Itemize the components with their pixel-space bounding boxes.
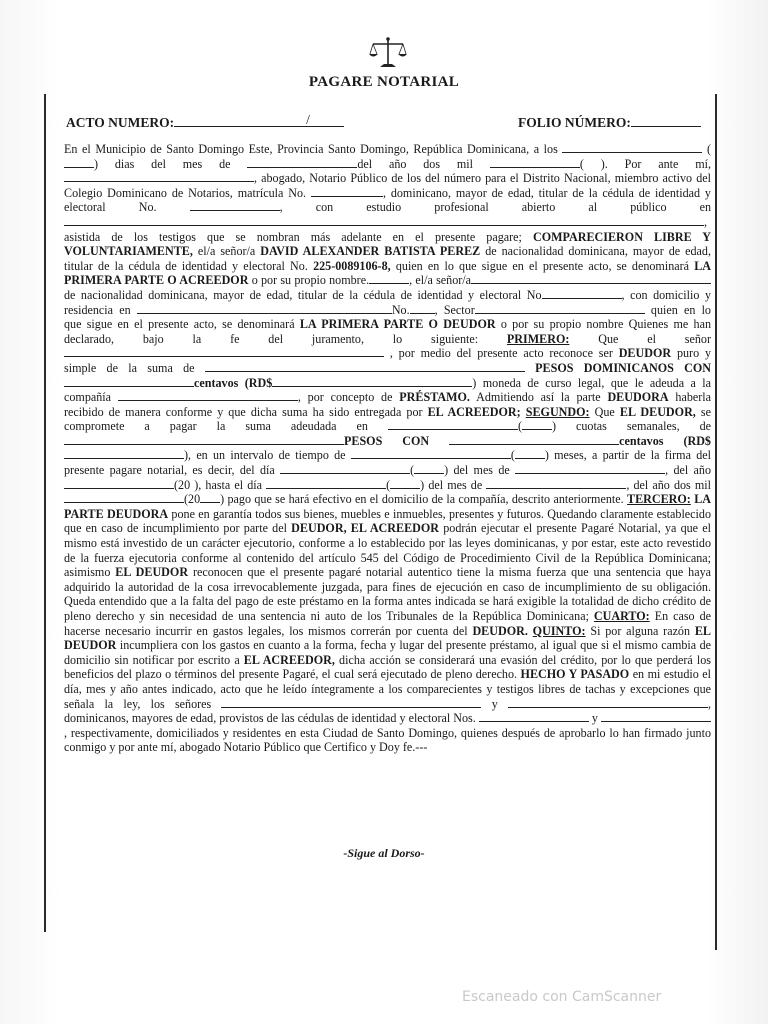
bold-text: HECHO Y PASADO	[520, 667, 630, 682]
blank	[515, 463, 665, 474]
text-run: , por concepto de	[297, 390, 393, 405]
bold-text: PESOS DOMINICANOS CON	[535, 360, 711, 375]
text-run: podrán ejecutar el presente Pagaré Notarial, ya que el mismo está investido de un carácter ejecutorio, conforme a lo establecido por las leyes dominicanas, y por estar, este acto revestido de la fuerza ejecutoria conforme al contenido del artículo 545 del Código de Procedimiento Civil de la República Dominicana; asimismo	[64, 521, 711, 580]
blank	[64, 346, 384, 357]
text-run: (	[510, 448, 515, 463]
clause-cuarto: CUARTO:	[593, 609, 650, 623]
folio-label: FOLIO NÚMERO:	[518, 115, 631, 130]
blank	[64, 215, 704, 226]
text-run: ), hasta el día	[194, 477, 263, 492]
text-run: Admitiendo así la parte	[476, 390, 601, 405]
blank	[64, 492, 184, 503]
text-run: Si por alguna razón	[590, 623, 691, 638]
text-run: ). Por ante mí,	[600, 156, 712, 171]
bold-text: EL DEUDOR	[64, 623, 711, 653]
left-margin-rule	[44, 94, 46, 932]
bold-text: EL DEUDOR,	[619, 404, 696, 419]
text-run: o por su propio nombre Quienes me han declarado, bajo la fe del juramento, lo siguiente:	[64, 317, 711, 346]
text-run: , dominicanos, mayores de edad, provistos de las cédulas de identidad y electoral Nos.	[64, 696, 712, 726]
bold-text: LA PARTE DEUDORA	[64, 492, 712, 521]
scales-of-justice-icon	[368, 36, 408, 70]
text-run: , el/a señor/a	[409, 273, 471, 288]
text-run: quien en lo que sigue en el presente acto, se denominará	[395, 258, 690, 273]
cedula-number: 225-0089106-8,	[313, 258, 391, 273]
text-run: , del año	[665, 463, 711, 478]
text-run: ) pago que se hará efectivo en el domicilio de la compañía, descrito anteriormente.	[220, 492, 624, 507]
bold-text: (RD$	[683, 433, 711, 448]
blank	[369, 273, 409, 284]
text-run: Que	[594, 404, 615, 419]
blank	[137, 303, 392, 314]
bold-text: EL ACREEDOR,	[243, 652, 335, 667]
text-run: En el Municipio de Santo Domingo Este, Provincia Santo Domingo, República Dominicana, a los	[64, 142, 558, 156]
text-run: , por medio del presente acto reconoce ser	[389, 346, 613, 361]
folio-number-blank	[631, 114, 701, 127]
clause-tercero: TERCERO:	[627, 492, 691, 507]
blank	[479, 711, 589, 722]
text-run: (	[386, 477, 391, 492]
text-run: (20	[174, 477, 191, 492]
text-run: ) del mes de	[420, 477, 483, 492]
text-run: ) dias del mes de	[94, 156, 231, 171]
bold-text: centavos	[619, 433, 664, 448]
text-run: ) cuotas semanales, de	[551, 419, 711, 434]
text-run: ) del mes de	[444, 463, 510, 478]
blank	[64, 171, 254, 182]
text-run: , con estudio profesional abierto al público en	[279, 200, 712, 215]
document-body	[64, 142, 711, 755]
bold-text: EL DEUDOR	[115, 565, 189, 580]
text-run: asistida de los testigos que se nombran más adelante en el presente pagare;	[64, 229, 522, 244]
text-run: (	[579, 156, 584, 171]
text-run: haberla recibido de manera conforme y que dicha suma ha sido entregada por	[64, 390, 711, 419]
blank	[410, 303, 435, 314]
text-run: de nacionalidad dominicana, mayor de edad, titular de la cédula de identidad y electoral No.	[64, 244, 711, 273]
blank	[562, 142, 702, 153]
body-paragraph: En el Municipio de Santo Domingo Este, Provincia Santo Domingo, República Dominicana, a los () dias del mes de del año dos mil ( ). Por ante mí, , abogado, Notario Público de los del número para el Distrito Nacional, miembro activo del Colegio Dominicano de Notarios, matrícula No. , dominicano, mayor de edad, titular de la cédula de identidad y electoral No. , con estudio profesional abierto al público en , asistida de los testigos que se nombran más adelante en el presente pagare; COMPARECIERON LIBRE Y VOLUNTARIAMENTE, el/a señor/a DAVID ALEXANDER BATISTA PEREZ de nacionalidad dominicana, mayor de edad, titular de la cédula de identidad y electoral No. 225-0089106-8, quien en lo que sigue en el presente acto, se denominará LA PRIMERA PARTE O ACREEDOR o por su propio nombre. , el/a señor/a de nacionalidad dominicana, mayor de edad, titular de la cédula de identidad y electoral No , con domicilio y residencia en No. , Sector quien en lo que sigue en el presente acto, se denominará LA PRIMERA PARTE O DEUDOR o por su propio nombre Quienes me han declarado, bajo la fe del juramento, lo siguiente: PRIMERO: Que el señor , por medio del presente acto reconoce ser DEUDOR puro y simple de la suma de PESOS DOMINICANOS CON centavos (RD$ ) moneda de curso legal, que le adeuda a la compañía , por concepto de PRÉSTAMO. Admitiendo así la parte DEUDORA haberla recibido de manera conforme y que dicha suma ha sido entregada por EL ACREEDOR; SEGUNDO: Que EL DEUDOR, se compromete a pagar la suma adeudada en ( ) cuotas semanales, de PESOS CON centavos (RD$), en un intervalo de tiempo de ( ) meses, a partir de la firma del presente pagare notarial, es decir, del día ( ) del mes de , del año (20 ), hasta el día ( ) del mes de , del año dos mil (20 ) pago que se hará efectivo en el domicilio de la compañía, descrito anteriormente. TERCERO: LA PARTE DEUDORA pone en garantía todos sus bienes, muebles e inmuebles, presentes y futuros. Quedando claramente establecido que en caso de incumplimiento por parte del DEUDOR, EL ACREEDOR podrán ejecutar el presente Pagaré Notarial, ya que el mismo está investido de un carácter ejecutorio, conforme a lo establecido por las leyes dominicanas, y por estar, este acto revestido de la fuerza ejecutoria conforme al contenido del artículo 545 del Código de Procedimiento Civil de la República Dominicana; asimismo EL DEUDOR reconocen que el presente pagaré notarial autentico tiene la misma fuerza que una sentencia que haya adquirido la autoridad de la cosa irrevocablemente juzgada, para fines de ejecución en caso de incumplimiento de su obligación. Queda entendido que a la falta del pago de este préstamo en la forma antes indicada se hará exigible la totalidad de dicho crédito de pleno derecho y sin necesidad de una sentencia ni auto de los Tribunales de la República Dominicana; CUARTO: En caso de hacerse necesario incurrir en gastos legales, los mismos correrán por cuenta del DEUDOR. QUINTO: Si por alguna razón EL DEUDOR incumpliera con los gastos en cuanto a la forma, fecha y lugar del presente préstamo, al igual que si el mismo cambia de domicilio sin notificar por escrito a EL ACREEDOR, dicha acción se considerará una evasión del crédito, por lo que perderá los beneficios del plazo o términos del presente Pagaré, el cual será ejecutado de pleno derecho. HECHO Y PASADO en mi estudio el día, mes y año antes indicado, acto que he leído íntegramente a los comparecientes y testigos libres de tachas y excepciones que señala la ley, los señores y , dominicanos, mayores de edad, provistos de las cédulas de identidad y electoral Nos. y , respectivamente, domiciliados y residentes en esta Ciudad de Santo Domingo, quienes después de aprobarlo lo han firmado junto conmigo y por ante mí, abogado Notario Público que Certifico y Doy fe.---	[64, 142, 712, 755]
text-run: y	[491, 696, 498, 711]
folio-number	[518, 114, 701, 131]
bold-text: centavos (RD$	[194, 375, 273, 390]
text-run: , del año dos mil	[626, 477, 711, 492]
blank	[118, 390, 298, 401]
acto-folio-row	[66, 114, 712, 134]
clause-primero: PRIMERO:	[506, 331, 570, 346]
bold-text: DEUDORA	[607, 390, 669, 405]
blank	[475, 303, 645, 314]
text-run: Que el señor	[598, 331, 711, 346]
blank	[200, 492, 220, 503]
bold-text: DEUDOR	[618, 346, 672, 361]
blank	[64, 478, 174, 489]
blank	[388, 419, 518, 430]
blank	[266, 478, 386, 489]
text-run: En caso de hacerse necesario incurrir en gastos legales, los mismos correrán por cuenta del	[64, 609, 711, 638]
blank	[280, 463, 410, 474]
text-run: reconocen que el presente pagaré notarial autentico tiene la misma fuerza que una sentencia que haya adquirido la autoridad de la cosa irrevocablemente juzgada, para fines de ejecución en caso de incumplimiento de su obligación. Queda entendido que a la falta del pago de este préstamo en la forma antes indicada se hará exigible la totalidad de dicho crédito de pleno derecho y sin necesidad de una sentencia ni auto de los Tribunales de la República Dominicana;	[64, 565, 711, 623]
text-run: dicha acción se considerará una evasión del crédito, por lo que perderá los beneficios del plazo o términos del presente Pagaré, el cual será ejecutado de pleno derecho.	[64, 652, 711, 682]
text-run: quien en lo que sigue en el presente acto, se denominará	[64, 302, 711, 332]
bold-text: LA PRIMERA PARTE O DEUDOR	[299, 317, 496, 332]
text-run: ) moneda de curso legal, que le adeuda a la compañía	[64, 375, 711, 405]
bold-text: COMPARECIERON LIBRE Y VOLUNTARIAMENTE,	[64, 229, 711, 259]
blank	[471, 273, 711, 284]
clause-quinto: QUINTO:	[532, 623, 586, 638]
clause-segundo: SEGUNDO:	[525, 404, 590, 419]
text-run: o por su propio nombre.	[251, 273, 370, 288]
text-run: en mi estudio el día, mes y año antes indicado, acto que he leído íntegramente a los comparecientes y testigos libres de tachas y excepciones que señala la ley, los señores	[64, 667, 711, 711]
blank	[190, 200, 280, 211]
text-run: , abogado, Notario Público de los del número para el Distrito Nacional, miembro activo del Colegio Dominicano de Notarios, matrícula No.	[64, 171, 711, 200]
camscanner-watermark: Escaneado con CamScanner	[462, 989, 662, 1005]
blank	[508, 697, 708, 708]
acto-slash: /	[306, 112, 310, 127]
text-run: ), en un intervalo de tiempo de	[184, 448, 346, 463]
text-run: No.	[391, 302, 410, 317]
acto-number	[66, 114, 344, 131]
bold-text: PESOS CON	[344, 433, 430, 448]
right-margin-rule	[715, 94, 717, 950]
text-run: , Sector	[434, 302, 475, 317]
text-run: , con domicilio y residencia en	[64, 287, 711, 317]
blank	[64, 448, 184, 459]
blank	[272, 376, 472, 387]
blank	[351, 448, 511, 459]
blank	[601, 711, 711, 722]
bold-text: EL ACREEDOR;	[427, 404, 521, 419]
bold-text: DEUDOR.	[472, 623, 528, 638]
blank	[414, 463, 444, 474]
acto-number-blank	[174, 114, 344, 127]
blank	[247, 157, 357, 168]
blank	[64, 376, 194, 387]
blank	[390, 478, 420, 489]
text-run: y	[591, 711, 598, 726]
text-run: (	[706, 142, 711, 156]
bold-text: LA PRIMERA PARTE O ACREEDOR	[64, 258, 712, 288]
debtor-name: DAVID ALEXANDER BATISTA PEREZ	[260, 244, 481, 259]
text-run: pone en garantía todos sus bienes, muebles e inmuebles, presentes y futuros. Quedando claramente establecido que en caso de incumplimiento por parte del	[64, 506, 711, 536]
text-run: el/a señor/a	[197, 244, 256, 259]
blank	[64, 434, 344, 445]
continue-on-back-note: -Sigue al Dorso-	[343, 846, 425, 860]
text-run: del año dos mil	[357, 156, 474, 171]
blank	[542, 288, 622, 299]
text-run: ) meses, a partir de la firma del presente pagare notarial, es decir, del día	[64, 448, 711, 478]
blank	[522, 419, 552, 430]
blank	[64, 157, 94, 168]
bold-text: DEUDOR, EL ACREEDOR	[291, 521, 440, 536]
blank	[205, 361, 525, 372]
blank	[221, 697, 481, 708]
text-run: (20	[184, 492, 201, 507]
text-run: , respectivamente, domiciliados y residentes en esta Ciudad de Santo Domingo, quienes después de aprobarlo lo han firmado junto conmigo y por ante mí, abogado Notario Público que Certifico y Doy fe.---	[64, 725, 711, 755]
text-run: (	[517, 419, 522, 434]
blank	[490, 157, 580, 168]
text-run: (	[410, 463, 415, 478]
blank	[486, 478, 626, 489]
acto-label: ACTO NUMERO:	[66, 115, 175, 130]
text-run: se compromete a pagar la suma adeudada en	[64, 404, 711, 434]
document-title: PAGARE NOTARIAL	[308, 74, 460, 90]
text-run: , dominicano, mayor de edad, titular de la cédula de identidad y electoral No.	[64, 185, 711, 215]
text-run: incumpliera con los gastos en cuanto a la forma, fecha y lugar del presente préstamo, al igual que si el mismo cambia de domicilio sin notificar por escrito a	[64, 638, 711, 667]
blank	[515, 448, 545, 459]
blank	[449, 434, 619, 445]
blank	[311, 186, 383, 197]
text-run: de nacionalidad dominicana, mayor de edad, titular de la cédula de identidad y electoral No	[64, 287, 542, 302]
bold-text: PRÉSTAMO.	[399, 390, 470, 405]
text-run: puro y simple de la suma de	[64, 346, 711, 375]
